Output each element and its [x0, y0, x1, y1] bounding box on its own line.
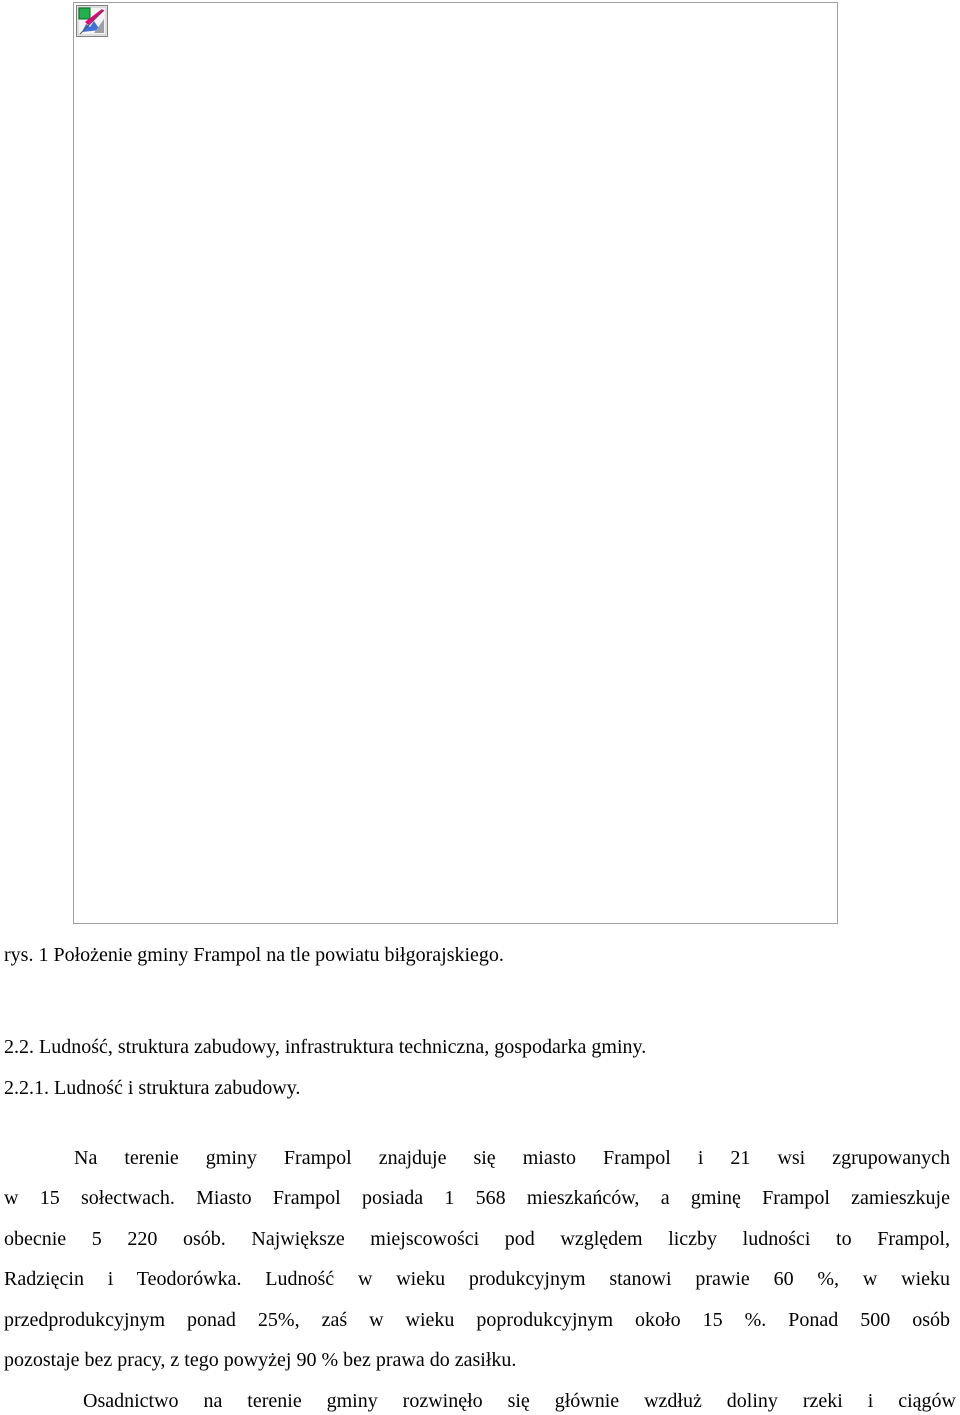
paragraph1-line: pozostaje bez pracy, z tego powyżej 90 % bez prawa do zasiłku.: [4, 1349, 517, 1371]
paragraph1-line: obecnie 5 220 osób. Największe miejscowości pod względem liczby ludności to Frampol,: [4, 1228, 950, 1250]
figure-caption: rys. 1 Położenie gminy Frampol na tle powiatu biłgorajskiego.: [4, 944, 504, 966]
section-heading: 2.2. Ludność, struktura zabudowy, infrastruktura techniczna, gospodarka gminy.: [4, 1036, 647, 1058]
paragraph2-line: Osadnictwo na terenie gminy rozwinęło się głównie wzdłuż doliny rzeki i ciągów: [83, 1390, 956, 1412]
paragraph1-line: przedprodukcyjnym ponad 25%, zaś w wieku poprodukcyjnym około 15 %. Ponad 500 osób: [4, 1309, 950, 1331]
broken-image-icon: [76, 5, 108, 37]
paragraph1-line: w 15 sołectwach. Miasto Frampol posiada 1 568 mieszkańców, a gminę Frampol zamieszkuje: [4, 1187, 950, 1209]
paragraph1-line: Na terenie gminy Frampol znajduje się miasto Frampol i 21 wsi zgrupowanych: [74, 1147, 950, 1169]
figure-frame: [73, 2, 838, 924]
subsection-heading: 2.2.1. Ludność i struktura zabudowy.: [4, 1077, 301, 1099]
paragraph1-line: Radzięcin i Teodorówka. Ludność w wieku produkcyjnym stanowi prawie 60 %, w wieku: [4, 1268, 950, 1290]
